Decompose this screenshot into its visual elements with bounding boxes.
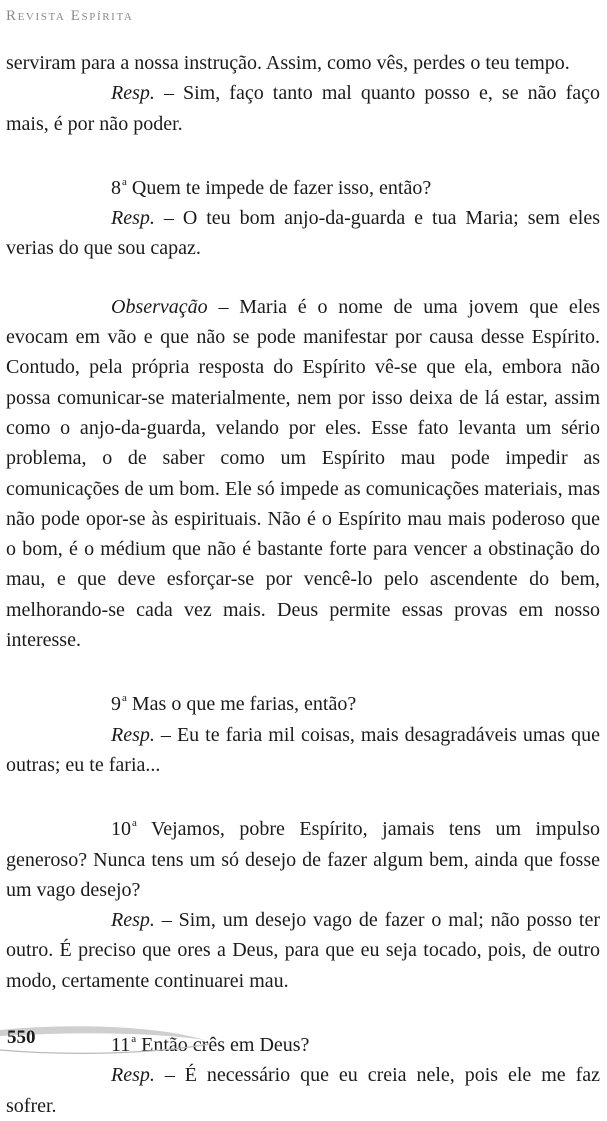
answer-text: – Sim, um desejo vago de fazer o mal; não posso ter outro. É preciso que ores a Deus, para que eu seja tocado, pois, de outro modo, certamente continuarei mau.: [6, 909, 600, 992]
answer-8: [6, 203, 600, 264]
question-text: Então crês em Deus?: [136, 1034, 310, 1057]
ordinal-indicator: a: [122, 175, 127, 188]
resp-label: Resp.: [111, 207, 155, 230]
resp-label: Resp.: [111, 723, 155, 746]
resp-label: Resp.: [111, 1064, 155, 1087]
answer-10: [6, 905, 600, 996]
ordinal-indicator: a: [122, 692, 127, 705]
question-number: 10: [111, 818, 131, 841]
answer-text: – É necessário que eu creia nele, pois ele me faz sofrer.: [6, 1064, 600, 1117]
resp-label: Resp.: [111, 82, 155, 105]
answer-11: [6, 1060, 600, 1121]
question-number: 8: [111, 176, 121, 199]
observation-paragraph: [6, 292, 600, 656]
observation-label: Observação: [111, 295, 208, 318]
ordinal-indicator: a: [132, 817, 137, 830]
answer-paragraph: [6, 78, 600, 139]
answer-9: [6, 720, 600, 781]
question-text: Quem te impede de fazer isso, então?: [126, 176, 432, 199]
question-text: Mas o que me farias, então?: [126, 693, 357, 716]
resp-label: Resp.: [111, 909, 155, 932]
page-body: [6, 48, 600, 1121]
answer-text: – Eu te faria mil coisas, mais desagradáveis umas que outras; eu te faria...: [6, 723, 600, 776]
question-8: [6, 167, 600, 203]
running-header: Revista Espírita: [6, 8, 134, 24]
answer-text: – Sim, faço tanto mal quanto posso e, se não faço mais, é por não poder.: [6, 82, 600, 135]
question-10: [6, 808, 600, 905]
question-number: 11: [111, 1034, 131, 1057]
ordinal-indicator: a: [131, 1033, 137, 1046]
question-text: Vejamos, pobre Espírito, jamais tens um impulso generoso? Nunca tens um só desejo de fazer algum bem, ainda que fosse um vago desejo?: [6, 818, 600, 901]
question-9: [6, 683, 600, 719]
answer-text: – O teu bom anjo-da-guarda e tua Maria; sem eles verias do que sou capaz.: [6, 207, 600, 260]
paragraph-continuation: serviram para a nossa instrução. Assim, como vês, perdes o teu tempo.: [6, 52, 570, 74]
observation-text: – Maria é o nome de uma jovem que eles evocam em vão e que não se pode manifestar por causa desse Espírito. Contudo, pela própria resposta do Espírito vê-se que ela, embora não possa comunicar-se materialmente, nem por isso deixa de lá estar, assim como o anjo-da-guarda, velando por eles. Esse fato levanta um sério problema, o de saber como um Espírito mau pode impedir as comunicações de um bom. Ele só impede as comunicações materiais, mas não pode opor-se às espirituais. Não é o Espírito mau mais poderoso que o bom, é o médium que não é bastante forte para vencer a obstinação do mau, e que deve esforçar-se por vencê-lo pelo ascendente do bem, melhorando-se cada vez mais. Deus permite essas provas em nosso interesse.: [6, 295, 600, 652]
page-number: 550: [7, 1027, 36, 1048]
question-number: 9: [111, 693, 121, 716]
